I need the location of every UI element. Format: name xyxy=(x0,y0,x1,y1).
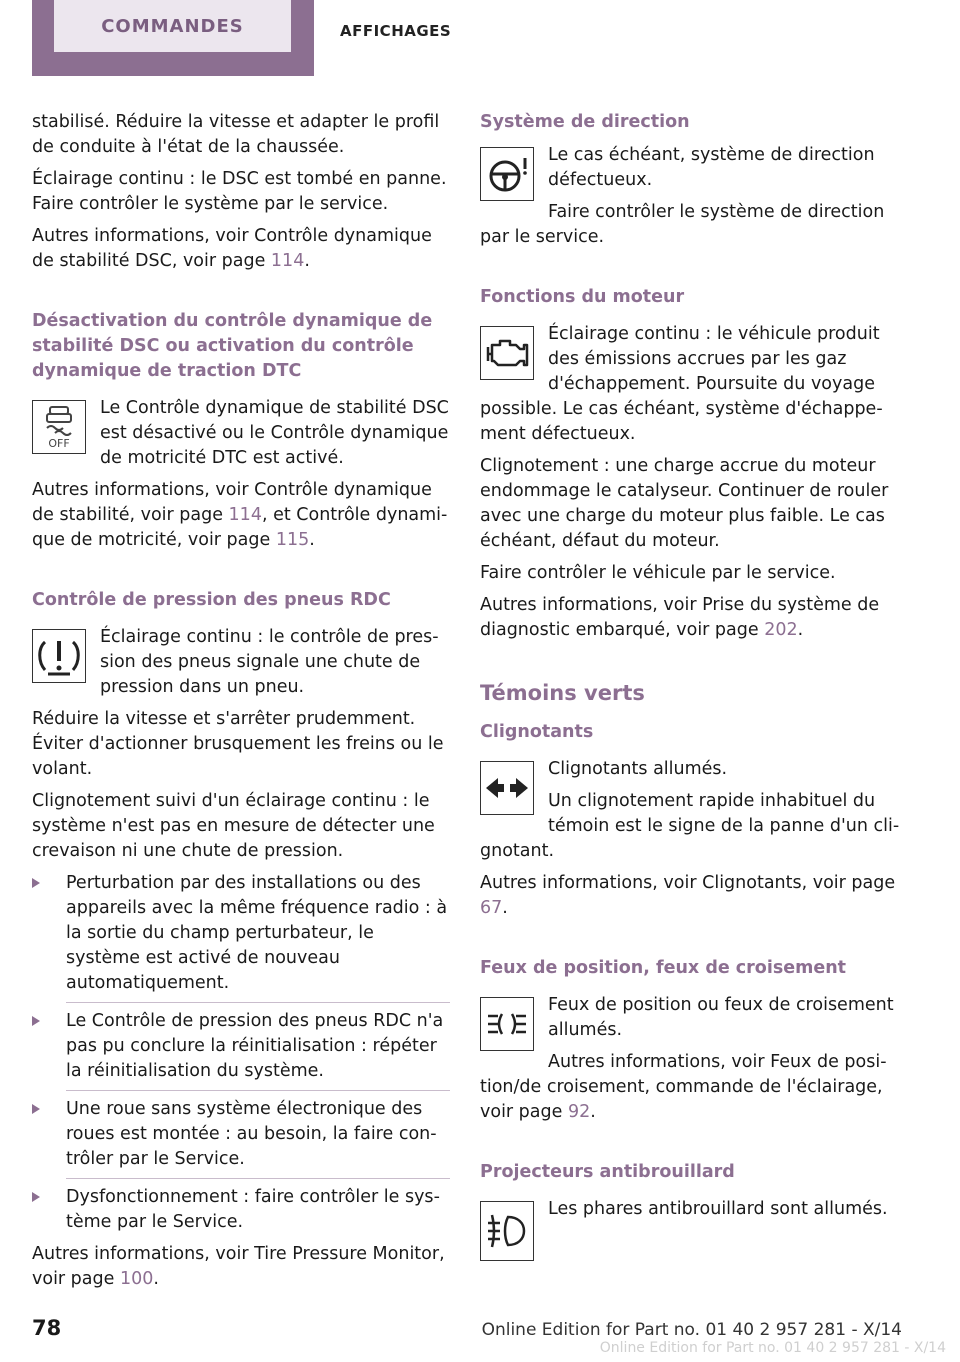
paragraph-text: Autres informations, voir Contrôle dynamique de stabilité DSC, voir page xyxy=(32,226,432,271)
page-link[interactable]: 115 xyxy=(275,530,310,550)
punct: . xyxy=(309,530,315,550)
header-tabs xyxy=(32,0,462,76)
section-heading-green: Témoins verts xyxy=(480,681,645,705)
lamp-description xyxy=(480,1050,900,1125)
section-heading-fog: Projecteurs antibrouillard xyxy=(480,1162,735,1182)
section-heading-engine: Fonctions du moteur xyxy=(480,287,685,307)
paragraph-text: Autres informations, voir Prise du système de diagnostic embarqué, voir page xyxy=(480,595,880,640)
tab-commandes-label: COMMANDES xyxy=(101,15,244,37)
list-item-text: Perturbation par des installations ou des appareils avec la même fréquence radio : à la sortie du champ perturbateur, le système est activé de nouveau automatiquement. xyxy=(66,873,448,993)
lamp-description: Le cas échéant, système de direction défectueux. xyxy=(548,145,875,190)
watermark: Online Edition for Part no. 01 40 2 957 281 - X/14 xyxy=(599,1340,946,1356)
page-link[interactable]: 67 xyxy=(480,898,503,918)
tire-pressure-icon xyxy=(32,629,86,683)
lamp-description: Les phares antibrouillard sont allumés. xyxy=(548,1199,888,1219)
paragraph: Clignotement : une charge accrue du moteur endommage le catalyseur. Continuer de rouler avec une charge du moteur plus faible. Le cas échéant, défaut du moteur. xyxy=(480,456,889,551)
lamp-description: Feux de position ou feux de croisement allumés. xyxy=(548,995,894,1040)
page-link[interactable]: 202 xyxy=(764,620,798,640)
paragraph-text: Autres informations, voir Tire Pressure Monitor, voir page xyxy=(32,1244,445,1289)
paragraph-text: Autres informations, voir Contrôle dynamique de stabilité, voir page xyxy=(32,480,432,525)
low-beam-icon xyxy=(480,997,534,1051)
page-link[interactable]: 92 xyxy=(567,1102,591,1122)
tab-commandes[interactable] xyxy=(32,0,314,76)
list-item xyxy=(32,871,450,1003)
lamp-fog xyxy=(480,1197,900,1265)
page-link[interactable]: 114 xyxy=(270,251,305,271)
left-column xyxy=(32,110,450,1299)
bullet-triangle-icon xyxy=(32,878,40,888)
lamp-lowbeam xyxy=(480,993,900,1132)
paragraph xyxy=(480,593,900,643)
list-item xyxy=(32,1097,450,1179)
lamp-description: Éclairage continu : le contrôle de pression des pneus signale une chute de pression dans un pneu. xyxy=(100,627,439,697)
lamp-description: Éclairage continu : le véhicule produit des émissions accrues par les gaz d'échappement. Poursuite du voyage possible. Le cas échéant, système d'échappement défectueux. xyxy=(480,324,883,444)
dsc-off-icon xyxy=(32,400,86,454)
section-heading-lowbeam: Feux de position, feux de croisement xyxy=(480,958,847,978)
paragraph xyxy=(32,1242,450,1292)
lamp-steering xyxy=(480,143,900,257)
list-item-text: Une roue sans système électronique des roues est montée : au besoin, la faire contrôler par le Service. xyxy=(66,1099,437,1169)
section-heading-dsc: Désactivation du contrôle dynamique de stabilité DSC ou activation du contrôle dynamique de traction DTC xyxy=(32,311,433,381)
list-item xyxy=(32,1009,450,1091)
dsc-off-text: OFF xyxy=(48,437,70,450)
page-link[interactable]: 114 xyxy=(228,505,262,525)
lamp-engine xyxy=(480,322,900,454)
bullet-list xyxy=(32,871,450,1235)
right-column xyxy=(480,110,900,1265)
lamp-description: Clignotants allumés. xyxy=(548,759,728,779)
paragraph: stabilisé. Réduire la vitesse et adapter le profil de conduite à l'état de la chaussée. xyxy=(32,112,440,157)
paragraph-text: Autres informations, voir Clignotants, voir page xyxy=(480,873,896,893)
paragraph: Clignotement suivi d'un éclairage continu : le système n'est pas en mesure de détecter une crevaison ni une chute de pression. xyxy=(32,791,435,861)
paragraph: Éclairage continu : le DSC est tombé en panne. Faire contrôler le système par le service. xyxy=(32,169,447,214)
lamp-turn xyxy=(480,757,900,871)
paragraph-text: , et Contrôle dynamique de motricité, voir page xyxy=(32,505,448,550)
section-heading-turn: Clignotants xyxy=(480,722,594,742)
lamp-dsc xyxy=(32,396,450,478)
steering-icon xyxy=(480,147,534,201)
punct: . xyxy=(502,898,508,918)
paragraph-text: Autres informations, voir Feux de position/de croisement, commande de l'éclairage, voir page xyxy=(480,1052,887,1122)
paragraph xyxy=(32,478,450,553)
punct: . xyxy=(797,620,804,640)
section-heading-rdc: Contrôle de pression des pneus RDC xyxy=(32,590,391,610)
tab-affichages[interactable]: AFFICHAGES xyxy=(340,22,452,40)
engine-icon xyxy=(480,326,534,380)
punct: . xyxy=(590,1102,596,1122)
tab-commandes-inner xyxy=(54,0,291,52)
edition-footer: Online Edition for Part no. 01 40 2 957 281 - X/14 xyxy=(481,1320,902,1340)
lamp-description: Faire contrôler le système de direction par le service. xyxy=(480,202,885,247)
bullet-triangle-icon xyxy=(32,1104,40,1114)
paragraph xyxy=(32,224,450,274)
section-heading-steering: Système de direction xyxy=(480,112,690,132)
bullet-triangle-icon xyxy=(32,1192,40,1202)
paragraph: Faire contrôler le véhicule par le service. xyxy=(480,563,836,583)
turn-signal-icon xyxy=(480,761,534,815)
paragraph xyxy=(480,871,900,921)
fog-light-icon xyxy=(480,1201,534,1261)
lamp-description: Un clignotement rapide inhabituel du témoin est le signe de la panne d'un clignotant. xyxy=(480,791,900,861)
punct: . xyxy=(153,1269,159,1289)
page-link[interactable]: 100 xyxy=(119,1269,154,1289)
lamp-rdc xyxy=(32,625,450,707)
lamp-description: Le Contrôle dynamique de stabilité DSC est désactivé ou le Contrôle dynamique de motricité DTC est activé. xyxy=(100,398,449,468)
bullet-triangle-icon xyxy=(32,1016,40,1026)
list-item-text: Le Contrôle de pression des pneus RDC n'a pas pu conclure la réinitialisation : répéter la réinitialisation du système. xyxy=(66,1011,444,1081)
punct: . xyxy=(304,251,310,271)
page-number: 78 xyxy=(32,1316,62,1340)
paragraph: Réduire la vitesse et s'arrêter prudemment. Éviter d'actionner brusquement les freins ou le volant. xyxy=(32,709,444,779)
list-item xyxy=(32,1185,450,1235)
list-item-text: Dysfonctionnement : faire contrôler le système par le Service. xyxy=(66,1187,440,1232)
